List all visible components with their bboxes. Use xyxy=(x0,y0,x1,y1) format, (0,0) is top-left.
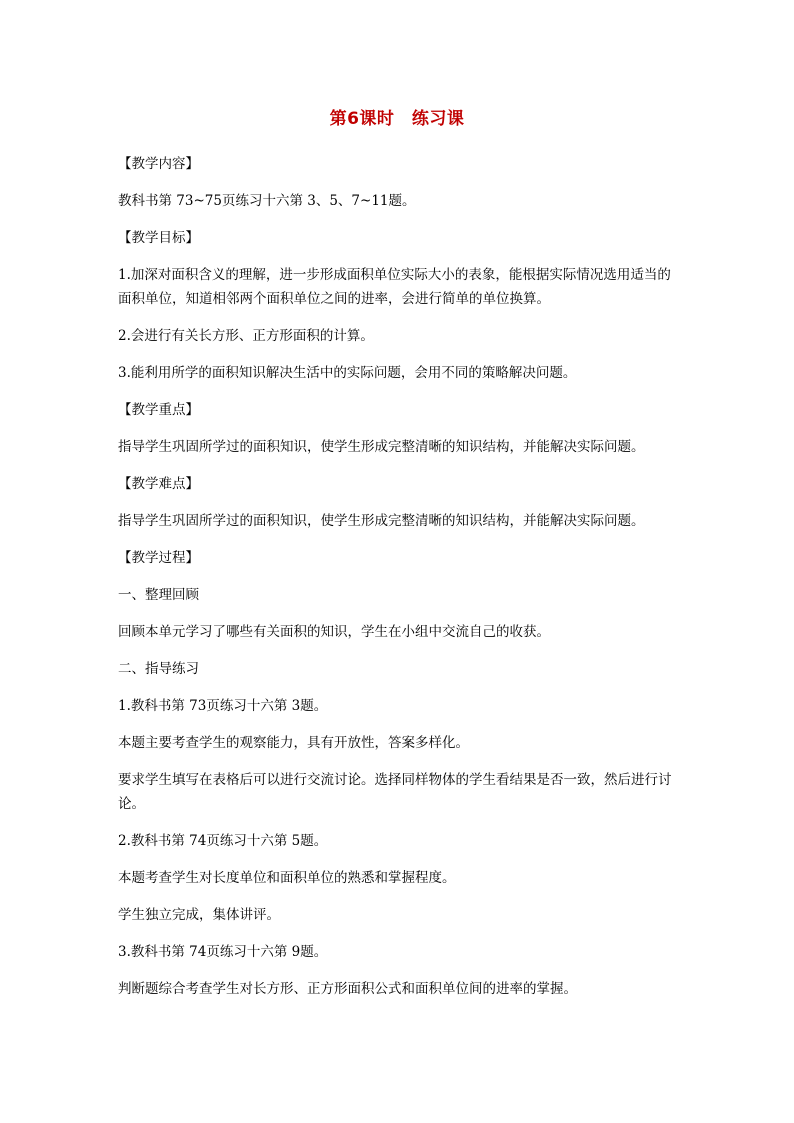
exercise-1: 1.教科书第 73页练习十六第 3题。 xyxy=(118,698,328,714)
exercise-1-note-b: 要求学生填写在表格后可以进行交流讨论。选择同样物体的学生看结果是否一致，然后进行讨论。 xyxy=(118,772,672,812)
exercise-2-note-a: 本题考查学生对长度单位和面积单位的熟悉和掌握程度。 xyxy=(118,870,456,886)
exercise-3-note-a: 判断题综合考查学生对长方形、正方形面积公式和面积单位间的进率的掌握。 xyxy=(118,981,577,997)
goal-3: 3.能利用所学的面积知识解决生活中的实际问题，会用不同的策略解决问题。 xyxy=(118,365,577,381)
heading-difficulties: 【教学难点】 xyxy=(118,476,199,492)
goal-1: 1.加深对面积含义的理解，进一步形成面积单位实际大小的表象，能根据实际情况选用适当的面积单位，知道相邻两个面积单位之间的进率，会进行简单的单位换算。 xyxy=(118,267,671,307)
section-1-heading: 一、整理回顾 xyxy=(118,587,199,603)
section-2-heading: 二、指导练习 xyxy=(118,661,199,677)
exercise-2-note-b: 学生独立完成，集体讲评。 xyxy=(118,907,280,923)
lesson-title: 第6课时 练习课 xyxy=(329,109,465,129)
key-points-text: 指导学生巩固所学过的面积知识，使学生形成完整清晰的知识结构，并能解决实际问题。 xyxy=(118,439,645,455)
exercise-1-note-a: 本题主要考查学生的观察能力，具有开放性，答案多样化。 xyxy=(118,735,469,751)
difficulties-text: 指导学生巩固所学过的面积知识，使学生形成完整清晰的知识结构，并能解决实际问题。 xyxy=(118,513,645,529)
exercise-3: 3.教科书第 74页练习十六第 9题。 xyxy=(118,944,328,960)
heading-process: 【教学过程】 xyxy=(118,550,199,566)
goal-2: 2.会进行有关长方形、正方形面积的计算。 xyxy=(118,328,374,344)
exercise-2: 2.教科书第 74页练习十六第 5题。 xyxy=(118,833,328,849)
section-1-text: 回顾本单元学习了哪些有关面积的知识，学生在小组中交流自己的收获。 xyxy=(118,624,550,640)
heading-key-points: 【教学重点】 xyxy=(118,402,199,418)
content-text: 教科书第 73~75页练习十六第 3、5、7~11题。 xyxy=(118,193,416,209)
heading-content: 【教学内容】 xyxy=(118,156,199,172)
document-body xyxy=(118,152,676,1014)
heading-goals: 【教学目标】 xyxy=(118,230,199,246)
